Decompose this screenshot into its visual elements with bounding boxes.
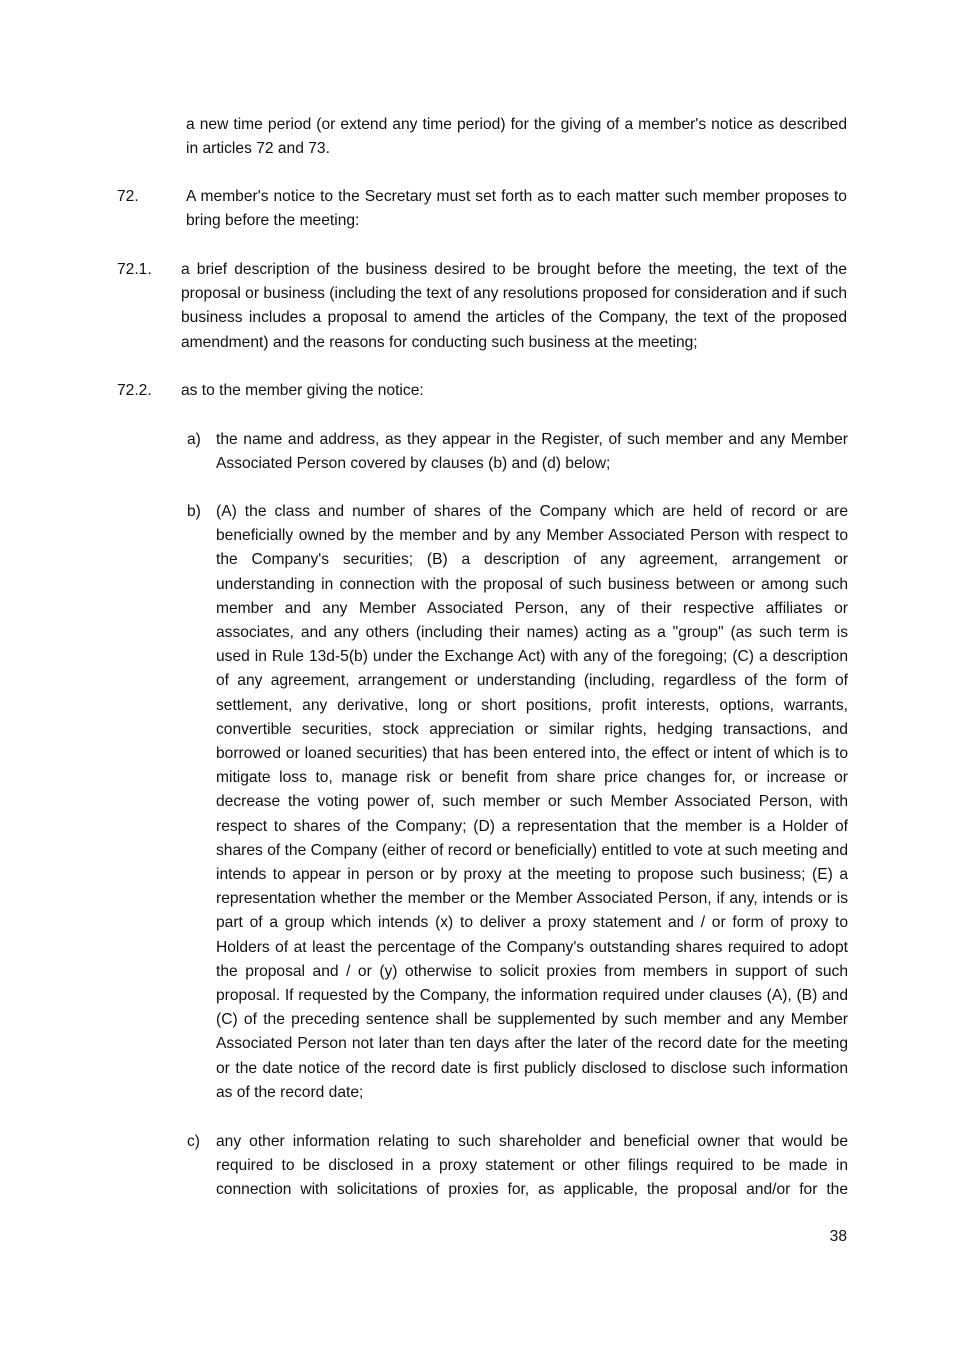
section-number: 72.1. [117,261,152,278]
continuation-paragraph: a new time period (or extend any time period) for the giving of a member's notice as described in articles 72 and 73. [186,116,847,158]
clause-text: the name and address, as they appear in the Register, of such member and any Member Associated Person covered by clauses (b) and (d) below; [216,431,848,473]
clause-text: (A) the class and number of shares of the Company which are held of record or are beneficially owned by the member and by any Member Associated Person with respect to the Company's securities; (B) a description of any agreement, arrangement or understanding in connection with the proposal of such business between or among such member and any Member Associated Person, any of their respective affiliates or associates, and any others (including their names) acting as a "group" (as such term is used in Rule 13d-5(b) under the Exchange Act) with any of the foregoing; (C) a description of any agreement, arrangement or understanding (including, regardless of the form of settlement, any derivative, long or short positions, profit interests, options, warrants, convertible securities, stock appreciation or similar rights, hedging transactions, and borrowed or loaned securities) that has been entered into, the effect or intent of which is to mitigate loss to, manage risk or benefit from share price changes for, or increase or decrease the voting power of, such member or such Member Associated Person, with respect to shares of the Company; (D) a representation that the member is a Holder of shares of the Company (either of record or beneficially) entitled to vote at such meeting and intends to appear in person or by proxy at the meeting to propose such business; (E) a representation whether the member or the Member Associated Person, if any, intends or is part of a group which intends (x) to deliver a proxy statement and / or form of proxy to Holders of at least the percentage of the Company's outstanding shares required to adopt the proposal and / or (y) otherwise to solicit proxies from members in support of such proposal. If requested by the Company, the information required under clauses (A), (B) and (C) of the preceding sentence shall be supplemented by such member and any Member Associated Person not later than ten days after the later of the record date for the meeting or the date notice of the record date is first publicly disclosed to disclose such information as of the record date; [216,503,848,1101]
section-number: 72.2. [117,382,152,399]
section-number: 72. [117,188,139,205]
section-text: as to the member giving the notice: [181,382,424,399]
section-text: a brief description of the business desired to be brought before the meeting, the text of the proposal or business (including the text of any resolutions proposed for consideration and if such business includes a proposal to amend the articles of the Company, the text of the proposed amendment) and the reasons for conducting such business at the meeting; [181,261,847,351]
clause-label: a) [187,431,201,448]
section-text: A member's notice to the Secretary must set forth as to each matter such member proposes to bring before the meeting: [186,188,847,230]
page-number: 38 [829,1228,847,1245]
clause-text: any other information relating to such shareholder and beneficial owner that would be required to be disclosed in a proxy statement or other filings required to be made in connection with solicitations of proxies for, as applicable, the proposal and/or for the [216,1133,848,1199]
clause-label: c) [187,1133,200,1150]
clause-label: b) [187,503,201,520]
